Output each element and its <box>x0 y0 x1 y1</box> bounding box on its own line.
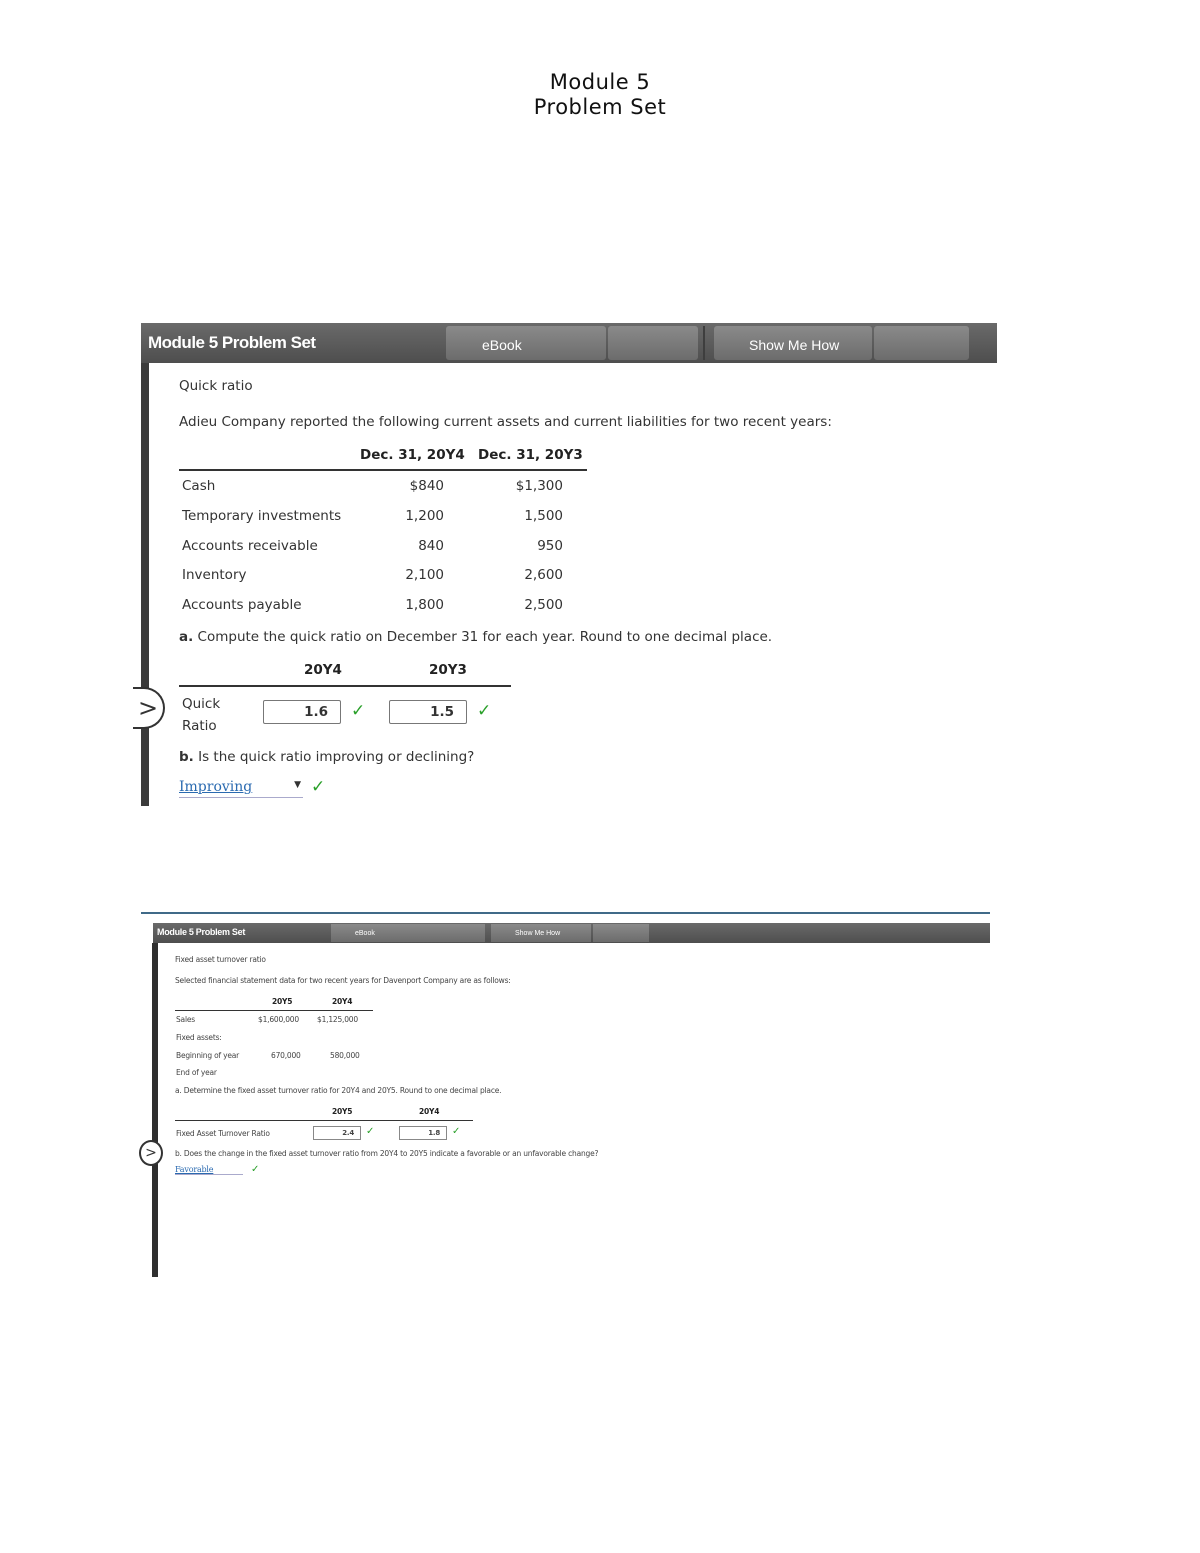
row-label: End of year <box>176 1068 217 1077</box>
quick-ratio-label-line2: Ratio <box>182 718 217 734</box>
turnover-ratio-label: Fixed Asset Turnover Ratio <box>176 1129 270 1138</box>
row-label: Temporary investments <box>182 508 342 524</box>
row-label: Fixed assets: <box>176 1033 222 1042</box>
column-header-20y4: Dec. 31, 20Y4 <box>360 447 465 463</box>
turnover-20y4-input[interactable]: 1.8 <box>399 1126 447 1140</box>
column-header-20y5: 20Y5 <box>272 997 293 1006</box>
header-bar <box>141 323 997 363</box>
row-value-20y4: $1,125,000 <box>317 1015 358 1024</box>
row-value-20y4: 1,800 <box>405 597 444 613</box>
answer-rule <box>179 685 511 687</box>
row-label: Inventory <box>182 567 247 583</box>
trend-select[interactable] <box>179 779 303 798</box>
row-value-20y3: 1,500 <box>524 508 563 524</box>
quick-ratio-20y3-input[interactable]: 1.5 <box>389 700 467 724</box>
show-me-how-tab[interactable]: Show Me How <box>491 924 591 942</box>
part-a-prompt: a. Determine the fixed asset turnover ratio for 20Y4 and 20Y5. Round to one decimal place. <box>175 1086 502 1095</box>
next-arrow-icon[interactable]: > <box>139 1140 163 1166</box>
row-label: Cash <box>182 478 216 494</box>
row-value-20y3: 2,600 <box>524 567 563 583</box>
check-icon: ✓ <box>251 1164 260 1175</box>
show-me-how-tab[interactable]: Show Me How <box>714 326 872 360</box>
table-row <box>182 478 582 498</box>
question-intro: Selected financial statement data for two recent years for Davenport Company are as follows: <box>175 976 511 985</box>
row-label: Accounts receivable <box>182 538 318 554</box>
screenshot-fixed-asset-turnover <box>141 912 990 1277</box>
table-row <box>182 538 582 558</box>
part-b-text: Is the quick ratio improving or declining? <box>193 749 475 765</box>
bar-title: Module 5 Problem Set <box>157 927 246 937</box>
screenshot-quick-ratio <box>137 323 997 806</box>
check-icon: ✓ <box>452 1126 461 1137</box>
question-title: Fixed asset turnover ratio <box>175 955 266 964</box>
column-header-20y3: Dec. 31, 20Y3 <box>478 447 583 463</box>
row-value-20y4: $840 <box>409 478 444 494</box>
row-value-20y4: 840 <box>418 538 444 554</box>
left-rail <box>141 363 149 806</box>
table-row <box>182 597 582 617</box>
row-value-20y5: $1,600,000 <box>258 1015 299 1024</box>
part-a-prefix: a. <box>179 629 194 645</box>
quick-ratio-label-line1: Quick <box>182 696 221 712</box>
row-label: Beginning of year <box>176 1051 240 1060</box>
answer-header-20y5: 20Y5 <box>332 1107 353 1116</box>
row-label: Sales <box>176 1015 195 1024</box>
part-a-prompt <box>179 629 772 645</box>
part-b-prompt: b. Does the change in the fixed asset turnover ratio from 20Y4 to 20Y5 indicate a favorable or an unfavorable change? <box>175 1149 599 1158</box>
document-title-line2: Problem Set <box>533 95 667 119</box>
answer-rule <box>175 1120 473 1121</box>
answer-header-20y4: 20Y4 <box>304 662 342 678</box>
document-title-line1: Module 5 <box>549 70 651 94</box>
part-b-prompt <box>179 749 474 765</box>
table-rule <box>175 1010 373 1011</box>
row-value-20y4: 2,100 <box>405 567 444 583</box>
part-a-text: Compute the quick ratio on December 31 for each year. Round to one decimal place. <box>193 629 773 645</box>
table-rule <box>179 469 587 471</box>
top-line <box>141 912 990 914</box>
next-arrow-icon[interactable]: > <box>133 687 165 729</box>
turnover-20y5-input[interactable]: 2.4 <box>313 1126 361 1140</box>
check-icon: ✓ <box>351 701 366 721</box>
answer-header-20y4: 20Y4 <box>419 1107 440 1116</box>
blank-tab-2[interactable] <box>874 326 969 360</box>
blank-tab-1[interactable] <box>608 326 698 360</box>
bar-title: Module 5 Problem Set <box>148 333 316 352</box>
document-title <box>0 70 1200 120</box>
row-value-20y5: 670,000 <box>271 1051 301 1060</box>
ebook-tab[interactable]: eBook <box>446 326 606 360</box>
header-bar <box>153 923 990 943</box>
check-icon: ✓ <box>366 1126 375 1137</box>
question-title: Quick ratio <box>179 378 253 394</box>
trend-select-value: Improving <box>179 779 253 795</box>
dropdown-caret-icon: ▼ <box>294 780 301 790</box>
left-rail <box>152 943 158 1277</box>
row-value-20y3: 2,500 <box>524 597 563 613</box>
row-value-20y4: 580,000 <box>330 1051 360 1060</box>
row-value-20y4: 1,200 <box>405 508 444 524</box>
row-value-20y3: 950 <box>537 538 563 554</box>
part-b-prefix: b. <box>179 749 194 765</box>
column-header-20y4: 20Y4 <box>332 997 353 1006</box>
answer-header-20y3: 20Y3 <box>429 662 467 678</box>
quick-ratio-20y4-input[interactable]: 1.6 <box>263 700 341 724</box>
change-select[interactable] <box>175 1165 243 1175</box>
quick-ratio-label <box>182 693 220 737</box>
row-label: Accounts payable <box>182 597 302 613</box>
check-icon: ✓ <box>311 777 326 797</box>
change-select-value: Favorable <box>175 1165 214 1174</box>
row-value-20y3: $1,300 <box>515 478 563 494</box>
table-row <box>182 567 582 587</box>
check-icon: ✓ <box>477 701 492 721</box>
tab-separator <box>703 326 705 360</box>
table-row <box>182 508 582 528</box>
ebook-tab[interactable]: eBook <box>331 924 485 942</box>
blank-tab[interactable] <box>593 924 649 942</box>
question-intro: Adieu Company reported the following current assets and current liabilities for two recent years: <box>179 414 832 430</box>
